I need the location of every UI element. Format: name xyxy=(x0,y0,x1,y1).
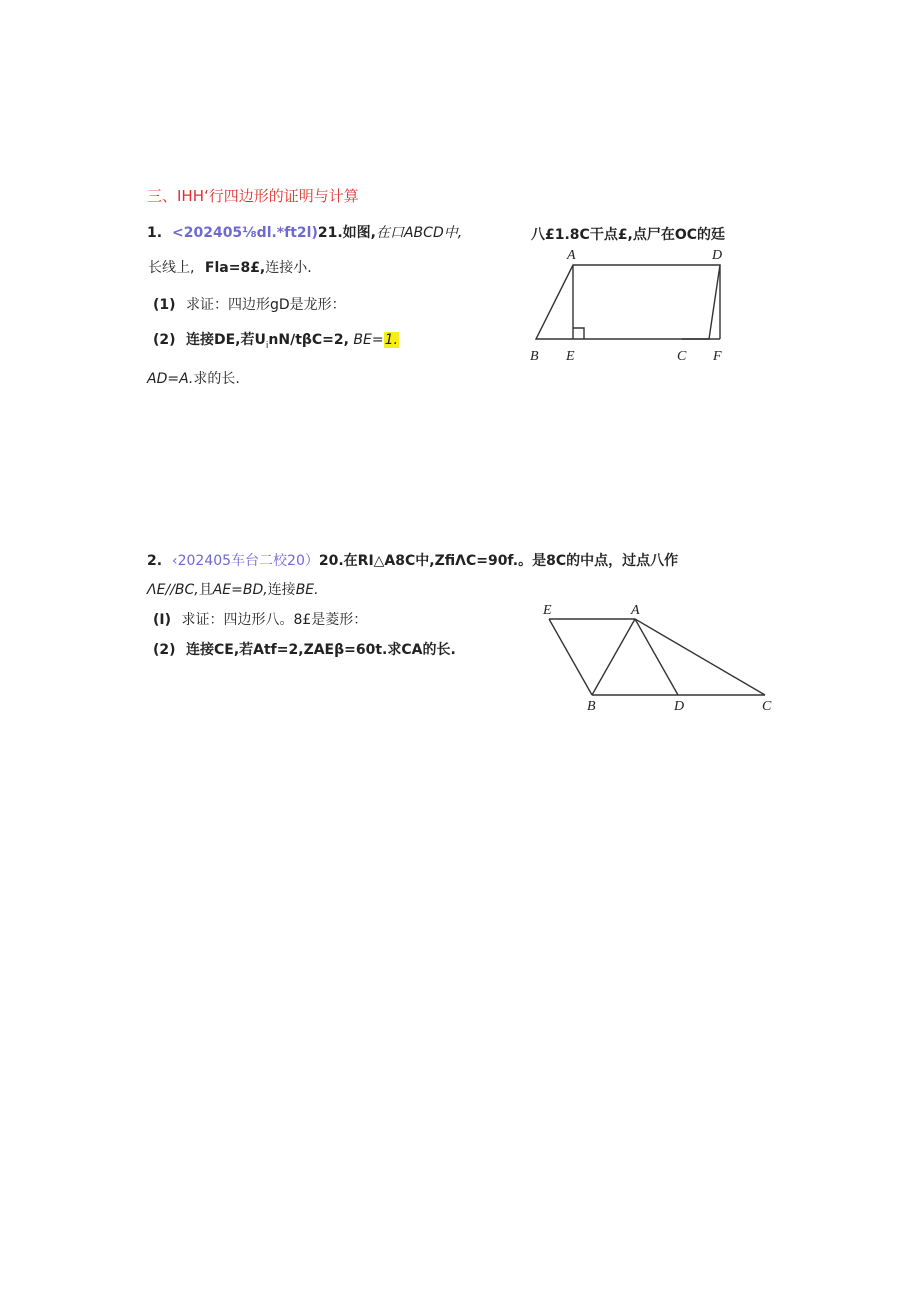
section-heading: 三、IHH‘行四边形的证明与计算 xyxy=(147,187,359,205)
q2-part2-text: 连接CE,若Atf=2,ZAEβ=60t.求CA的长. xyxy=(186,642,456,658)
q1-part2-c: BE= xyxy=(353,332,384,348)
q1-intro-a: 21.如图, xyxy=(317,225,376,241)
q1-right-angle-mark xyxy=(573,328,584,339)
q1-parallelogram xyxy=(536,265,720,339)
q1-part2-a: 连接DE,若U xyxy=(186,332,266,348)
q2-segment-eb xyxy=(549,619,592,695)
q2-number: 2. xyxy=(147,553,163,569)
q1-number: 1. xyxy=(147,225,163,241)
q1-line2-a: 长线上, xyxy=(148,260,195,276)
q2-figure-rhombus xyxy=(540,600,780,714)
q1-intro-b: 在口ABCD中, xyxy=(375,225,463,241)
q1-line2-c: 连接小. xyxy=(265,260,312,276)
q1-part2-number: (2) xyxy=(153,332,176,348)
q2-line2-d: 连接 xyxy=(267,582,296,598)
q1-label-b: B xyxy=(530,349,539,364)
q1-label-c: C xyxy=(677,349,687,364)
q2-line2-c: AE=BD, xyxy=(212,582,268,598)
q2-label-c: C xyxy=(762,699,772,714)
q1-part1-number: (1) xyxy=(153,297,176,313)
q2-source: ‹202405车台二校20） xyxy=(172,553,319,569)
q1-part2-sub: i xyxy=(265,340,269,351)
q1-part-1 xyxy=(153,296,346,314)
q1-part2-b: nN∕tβC=2, xyxy=(268,332,349,348)
q2-line2-b: 且 xyxy=(198,582,213,598)
q1-source: <202405⅛dl.*ft2l) xyxy=(172,225,318,241)
q1-intro-right: 八£1.8C干点£,点尸在OC的廷 xyxy=(531,227,726,243)
q1-part1-text: 求证：四边形gD是龙形： xyxy=(186,297,346,313)
q1-part3-b: 求的长. xyxy=(193,371,240,387)
q1-figure-parallelogram xyxy=(527,243,727,373)
q2-segment-ac xyxy=(635,619,765,695)
q2-line-2 xyxy=(147,581,319,599)
q2-label-e: E xyxy=(543,603,552,618)
q2-intro: 20.在RI△A8C中,ZfiΛC=90f.。是8C的中点，过点八作 xyxy=(318,553,679,569)
q2-label-b: B xyxy=(587,699,596,714)
q1-label-a: A xyxy=(567,248,576,263)
q1-intro-line xyxy=(172,224,462,242)
q2-segment-ab xyxy=(592,619,635,695)
q1-label-f: F xyxy=(713,349,722,364)
q1-line-2 xyxy=(148,259,312,277)
q1-label-e: E xyxy=(566,349,575,364)
q1-line2-b: Fla=8£, xyxy=(204,260,266,276)
q1-part2-highlight: 1. xyxy=(384,332,398,348)
q1-label-d: D xyxy=(712,248,723,263)
q2-label-a: A xyxy=(631,603,640,618)
q2-part1-text: 求证：四边形八。8£是菱形： xyxy=(181,612,368,628)
q1-part-3 xyxy=(147,370,240,388)
q2-line2-e: BE. xyxy=(295,582,319,598)
q2-part-2 xyxy=(153,641,456,659)
q1-part-2 xyxy=(153,331,399,355)
q2-part2-number: (2) xyxy=(153,642,176,658)
q1-part3-a: AD=A. xyxy=(147,371,194,387)
q2-part-1 xyxy=(153,611,367,629)
q2-label-d: D xyxy=(674,699,685,714)
q2-line2-a: ΛE∕∕BC, xyxy=(147,582,199,598)
q2-segment-ad xyxy=(635,619,678,695)
q2-intro-line xyxy=(172,552,678,570)
q2-part1-number: (I) xyxy=(153,612,172,628)
